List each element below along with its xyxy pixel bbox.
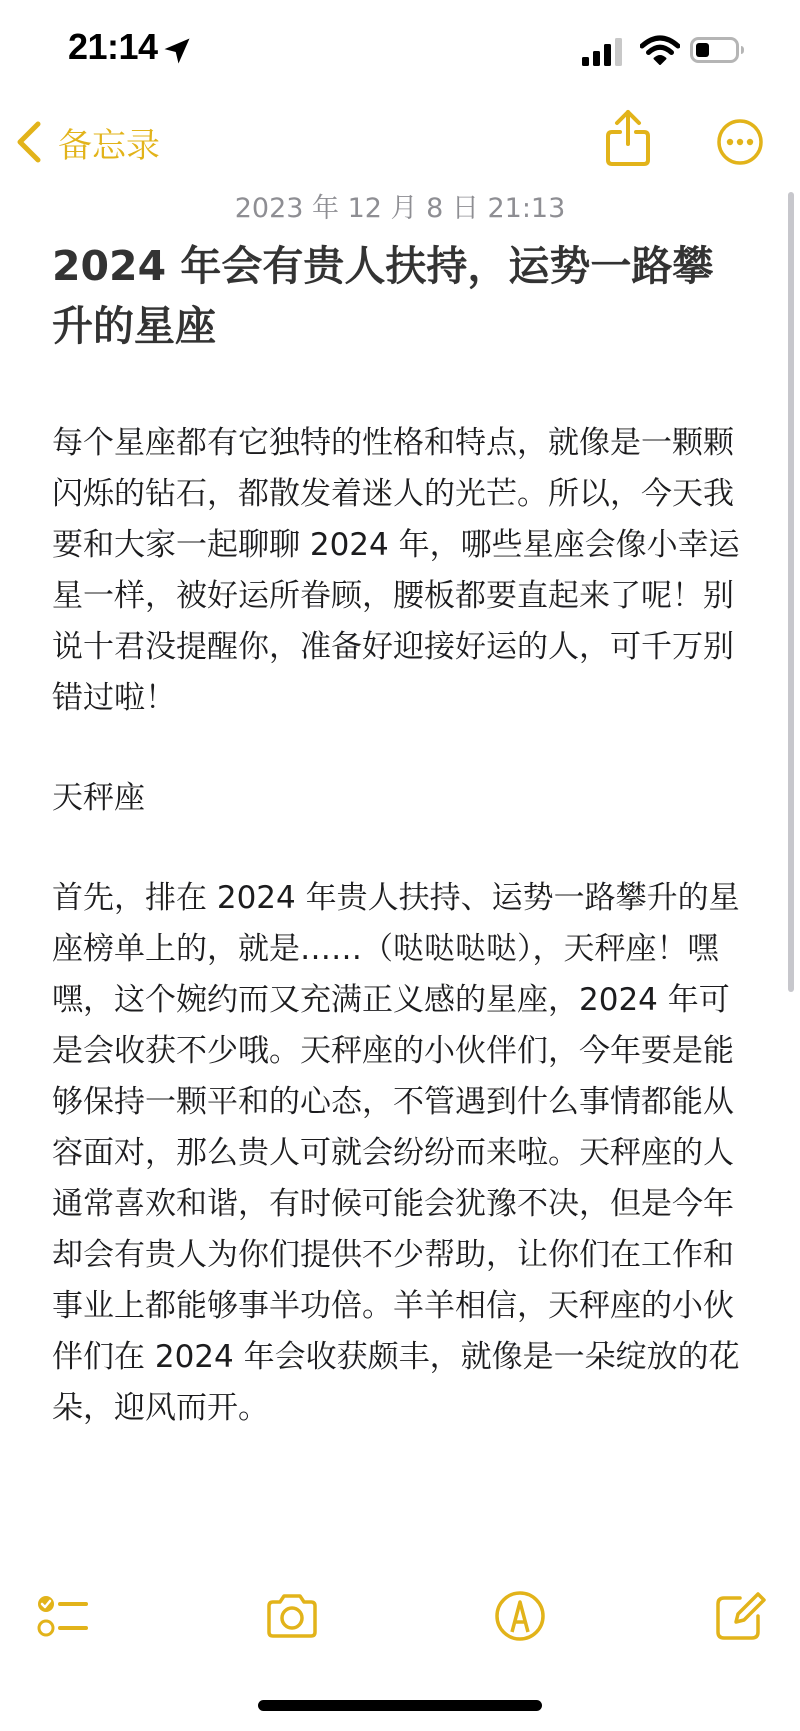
- home-indicator[interactable]: [258, 1700, 542, 1711]
- note-paragraph-intro: 每个星座都有它独特的性格和特点，就像是一颗颗闪烁的钻石，都散发着迷人的光芒。所以，今天我要和大家一起聊聊 2024 年，哪些星座会像小幸运星一样，被好运所眷顾，腰板都要直起来了呢！别说十君没提醒你，准备好迎接好运的人，可千万别错过啦！: [52, 425, 740, 716]
- battery-icon: [690, 34, 746, 66]
- share-icon[interactable]: [604, 108, 652, 168]
- compose-icon[interactable]: [712, 1588, 768, 1644]
- note-section-heading: 天秤座: [52, 780, 145, 816]
- camera-icon[interactable]: [264, 1588, 320, 1644]
- location-arrow-icon: [162, 36, 192, 66]
- chevron-left-icon: [14, 120, 46, 164]
- note-title: 2024 年会有贵人扶持，运势一路攀升的星座: [52, 242, 714, 350]
- status-bar: [0, 0, 800, 100]
- note-paragraph-libra: 首先，排在 2024 年贵人扶持、运势一路攀升的星座榜单上的，就是……（哒哒哒哒），天秤座！嘿嘿，这个婉约而又充满正义感的星座，2024 年可是会收获不少哦。天秤座的小伙伴们，今年要是能够保持一颗平和的心态，不管遇到什么事情都能从容面对，那么贵人可就会纷纷而来啦。天秤座的人通常喜欢和谐，有时候可能会犹豫不决，但是今年却会有贵人为你们提供不少帮助，让你们在工作和事业上都能够事半功倍。羊羊相信，天秤座的小伙伴们在 2024 年会收获颇丰，就像是一朵绽放的花朵，迎风而开。: [52, 880, 740, 1426]
- cellular-signal-icon: [582, 38, 626, 66]
- back-label: 备忘录: [58, 125, 160, 166]
- markup-icon[interactable]: [492, 1588, 548, 1644]
- note-body[interactable]: [52, 236, 754, 1434]
- note-date: 2023 年 12 月 8 日 21:13: [234, 193, 566, 224]
- status-time: 21:14: [68, 26, 158, 67]
- more-icon[interactable]: [716, 118, 764, 166]
- wifi-icon: [640, 34, 680, 66]
- scroll-indicator[interactable]: [788, 192, 794, 992]
- checklist-icon[interactable]: [34, 1588, 90, 1644]
- back-button[interactable]: [14, 116, 160, 168]
